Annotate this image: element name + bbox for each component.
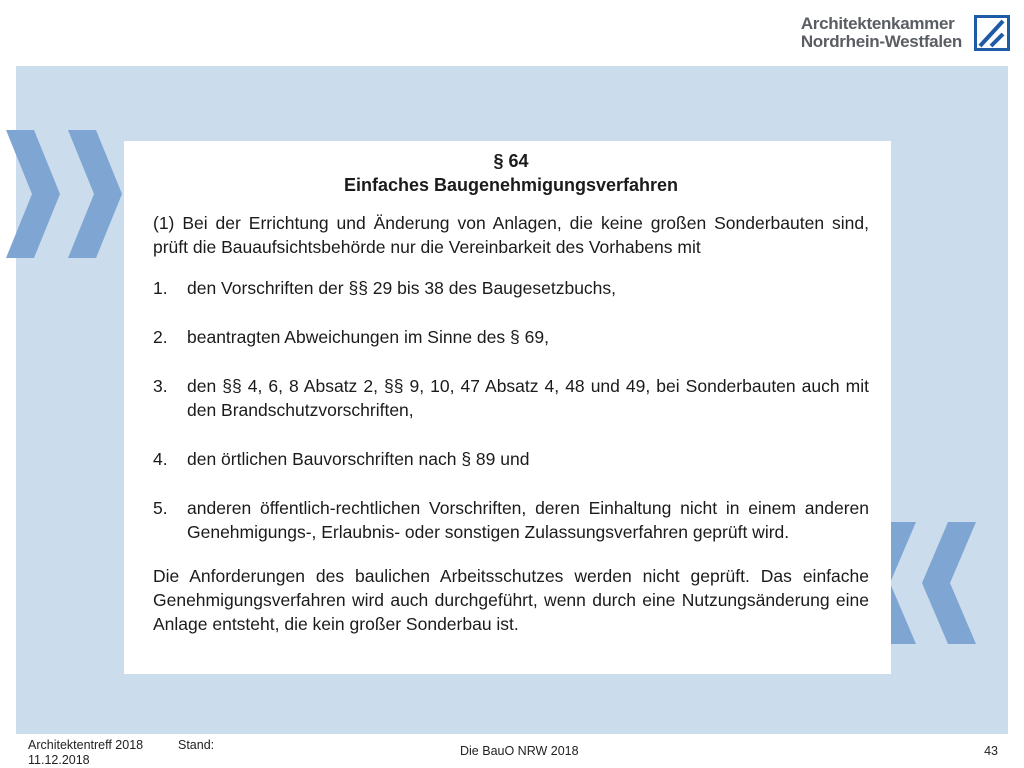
list-item-text: den örtlichen Bauvorschriften nach § 89 und [187, 449, 530, 469]
list-item [153, 374, 869, 422]
list-item-text: den §§ 4, 6, 8 Absatz 2, §§ 9, 10, 47 Absatz 4, 48 und 49, bei Sonderbauten auch mit den Brandschutzvorschriften, [187, 376, 869, 420]
page-number: 43 [984, 744, 998, 758]
chevron-right-decoration-icon [0, 128, 130, 260]
list-item-number: 2. [153, 327, 168, 347]
section-number: § 64 [493, 151, 529, 171]
list-item-text: den Vorschriften der §§ 29 bis 38 des Baugesetzbuchs, [187, 278, 617, 298]
list-item-number: 1. [153, 278, 168, 298]
list-item-number: 5. [153, 498, 168, 518]
footer-event: Architektentreff 2018 [28, 738, 144, 752]
org-name-line1: Architektenkammer [800, 14, 955, 33]
footer-stand-label: Stand: [178, 738, 215, 752]
list-item-text: anderen öffentlich-rechtlichen Vorschriften, deren Einhaltung nicht in einem anderen Genehmigungs-, Erlaubnis- oder sonstigen Zulassungsverfahren geprüft wird. [187, 498, 869, 542]
section-title: Einfaches Baugenehmigungsverfahren [343, 175, 679, 195]
org-name-line2: Nordrhein-Westfalen [800, 32, 962, 51]
intro-paragraph: (1) Bei der Errichtung und Änderung von Anlagen, die keine großen Sonderbauten sind, prüft die Bauaufsichtsbehörde nur die Vereinbarkeit des Vorhabens mit [153, 213, 869, 257]
footer-event-info [28, 738, 143, 768]
closing-paragraph: Die Anforderungen des baulichen Arbeitsschutzes werden nicht geprüft. Das einfache Genehmigungsverfahren wird auch durchgeführt, wenn durch eine Nutzungsänderung eine Anlage entsteht, die kein großer Sonderbau ist. [153, 566, 869, 634]
footer-date: 11.12.2018 [28, 753, 90, 767]
footer-title: Die BauO NRW 2018 [460, 744, 579, 758]
list-item-number: 4. [153, 449, 168, 469]
list-item-number: 3. [153, 376, 168, 396]
header-logo [801, 13, 1010, 53]
list-item [153, 276, 869, 300]
document-card [124, 141, 891, 674]
list-item [153, 447, 869, 471]
list-item-text: beantragten Abweichungen im Sinne des § 69, [187, 327, 549, 347]
list-item [153, 325, 869, 349]
slide-footer [0, 736, 1024, 768]
requirements-list [153, 276, 869, 544]
org-name [801, 15, 962, 51]
akn-logo-icon [974, 15, 1010, 51]
list-item [153, 496, 869, 544]
